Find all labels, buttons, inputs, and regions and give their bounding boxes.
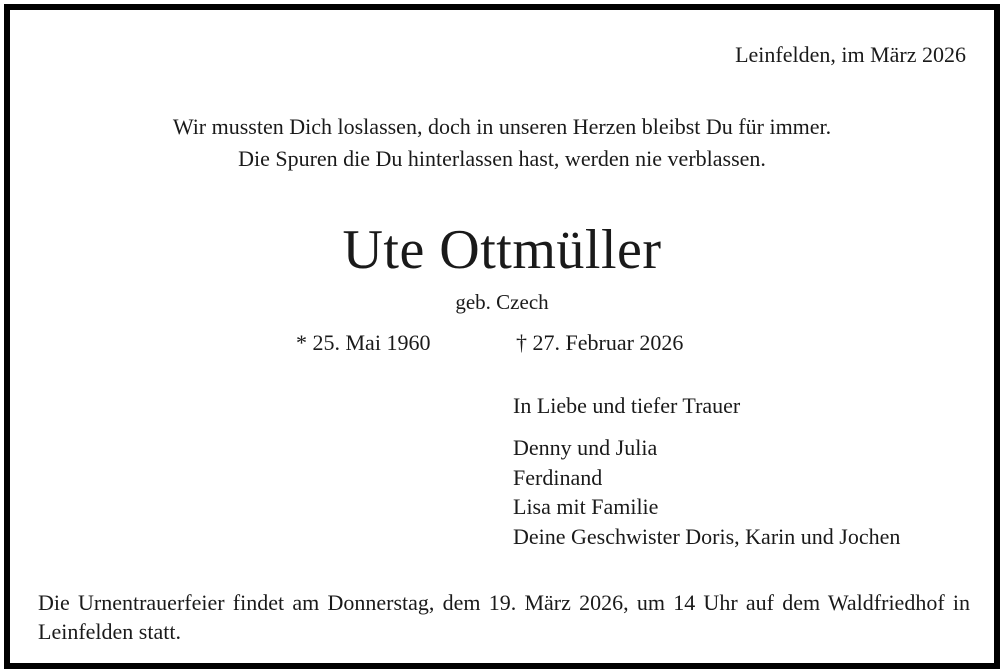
mourner-name: Denny und Julia bbox=[513, 435, 658, 460]
mourners-list bbox=[513, 433, 900, 551]
mourner-name: Deine Geschwister Doris, Karin und Jochen bbox=[513, 523, 901, 549]
verse-line-1: Wir mussten Dich loslassen, doch in unseren Herzen bleibst Du für immer. bbox=[172, 114, 832, 139]
verse-line-2: Die Spuren die Du hinterlassen hast, werden nie verblassen. bbox=[238, 146, 766, 171]
mourners-intro: In Liebe und tiefer Trauer bbox=[513, 393, 741, 418]
mourner-name: Lisa mit Familie bbox=[513, 494, 659, 519]
service-announcement: Die Urnentrauerfeier findet am Donnerstag, dem 19. März 2026, um 14 Uhr auf dem Waldfriedhof in Leinfelden statt. bbox=[38, 590, 970, 644]
death-date: † 27. Februar 2026 bbox=[516, 330, 684, 355]
birth-date: * 25. Mai 1960 bbox=[296, 330, 431, 355]
obituary-notice bbox=[4, 4, 1000, 669]
mourner-name: Ferdinand bbox=[513, 464, 603, 490]
place-date: Leinfelden, im März 2026 bbox=[735, 42, 966, 67]
deceased-name: Ute Ottmüller bbox=[342, 219, 662, 281]
maiden-name: geb. Czech bbox=[455, 290, 549, 314]
